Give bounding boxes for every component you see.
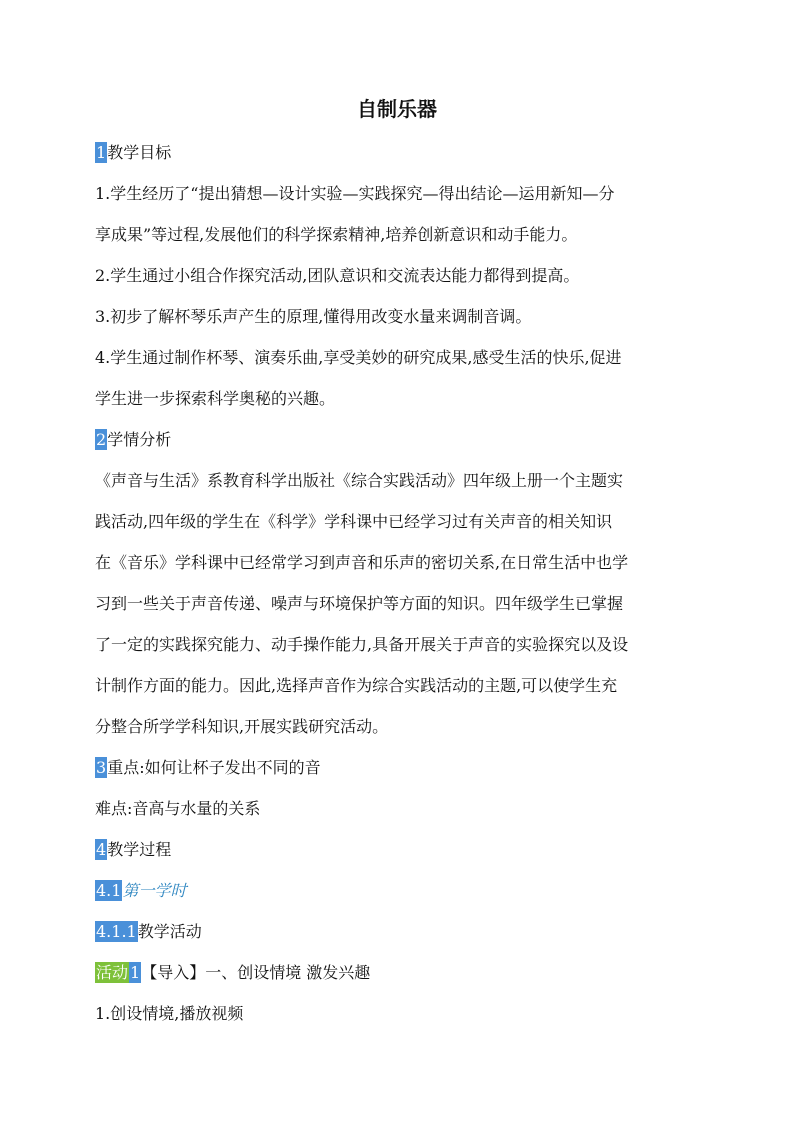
heading-text: 学情分析	[107, 430, 172, 449]
section-number-badge: 4.1	[96, 881, 122, 900]
section-number-badge: 1	[96, 143, 107, 162]
paragraph-line: 分整合所学学科知识,开展实践研究活动。	[95, 717, 389, 736]
paragraph-line: 学生进一步探索科学奥秘的兴趣。	[95, 389, 336, 408]
paragraph-line: 践活动,四年级的学生在《科学》学科课中已经学习过有关声音的相关知识	[95, 512, 613, 531]
heading-text: 【导入】一、创设情境 激发兴趣	[141, 963, 371, 982]
heading-text: 教学目标	[107, 143, 172, 162]
section-number-badge: 4.1.1	[96, 922, 137, 941]
heading-text: 教学活动	[137, 922, 202, 941]
paragraph-line: 难点:音高与水量的关系	[95, 799, 261, 818]
section-number-badge: 2	[96, 430, 107, 449]
paragraph-line: 3.初步了解杯琴乐声产生的原理,懂得用改变水量来调制音调。	[95, 307, 532, 326]
paragraph-line: 计制作方面的能力。因此,选择声音作为综合实践活动的主题,可以使学生充	[95, 676, 618, 695]
paragraph-line: 2.学生通过小组合作探究活动,团队意识和交流表达能力都得到提高。	[95, 266, 580, 285]
document-body	[95, 132, 720, 1034]
section-number-badge: 4	[96, 840, 107, 859]
paragraph-line: 习到一些关于声音传递、噪声与环境保护等方面的知识。四年级学生已掌握	[95, 594, 624, 613]
heading-teaching-goals	[95, 132, 720, 173]
activity-heading	[95, 952, 720, 993]
paragraph-line: 了一定的实践探究能力、动手操作能力,具备开展关于声音的实验探究以及设	[95, 635, 629, 654]
paragraph-line: 《声音与生活》系教育科学出版社《综合实践活动》四年级上册一个主题实	[95, 471, 624, 490]
paragraph-line: 1.学生经历了“提出猜想—设计实验—实践探究—得出结论—运用新知—分	[95, 184, 615, 203]
heading-teaching-process	[95, 829, 720, 870]
activity-number-badge: 1	[130, 963, 141, 982]
paragraph-line: 在《音乐》学科课中已经常学习到声音和乐声的密切关系,在日常生活中也学	[95, 553, 629, 572]
heading-text: 教学过程	[107, 840, 172, 859]
section-number-badge: 3	[96, 758, 107, 777]
heading-first-lesson	[95, 870, 720, 911]
paragraph-line: 1.创设情境,播放视频	[95, 1004, 244, 1023]
activity-tag-badge: 活动	[96, 963, 129, 982]
heading-teaching-activities	[95, 911, 720, 952]
paragraph-line: 享成果”等过程,发展他们的科学探索精神,培养创新意识和动手能力。	[95, 225, 578, 244]
paragraph-line: 4.学生通过制作杯琴、演奏乐曲,享受美妙的研究成果,感受生活的快乐,促进	[95, 348, 622, 367]
heading-text: 重点:如何让杯子发出不同的音	[107, 758, 321, 777]
heading-text: 第一学时	[122, 881, 187, 900]
heading-key-points	[95, 747, 720, 788]
heading-student-analysis	[95, 419, 720, 460]
document-title: 自制乐器	[357, 97, 437, 121]
